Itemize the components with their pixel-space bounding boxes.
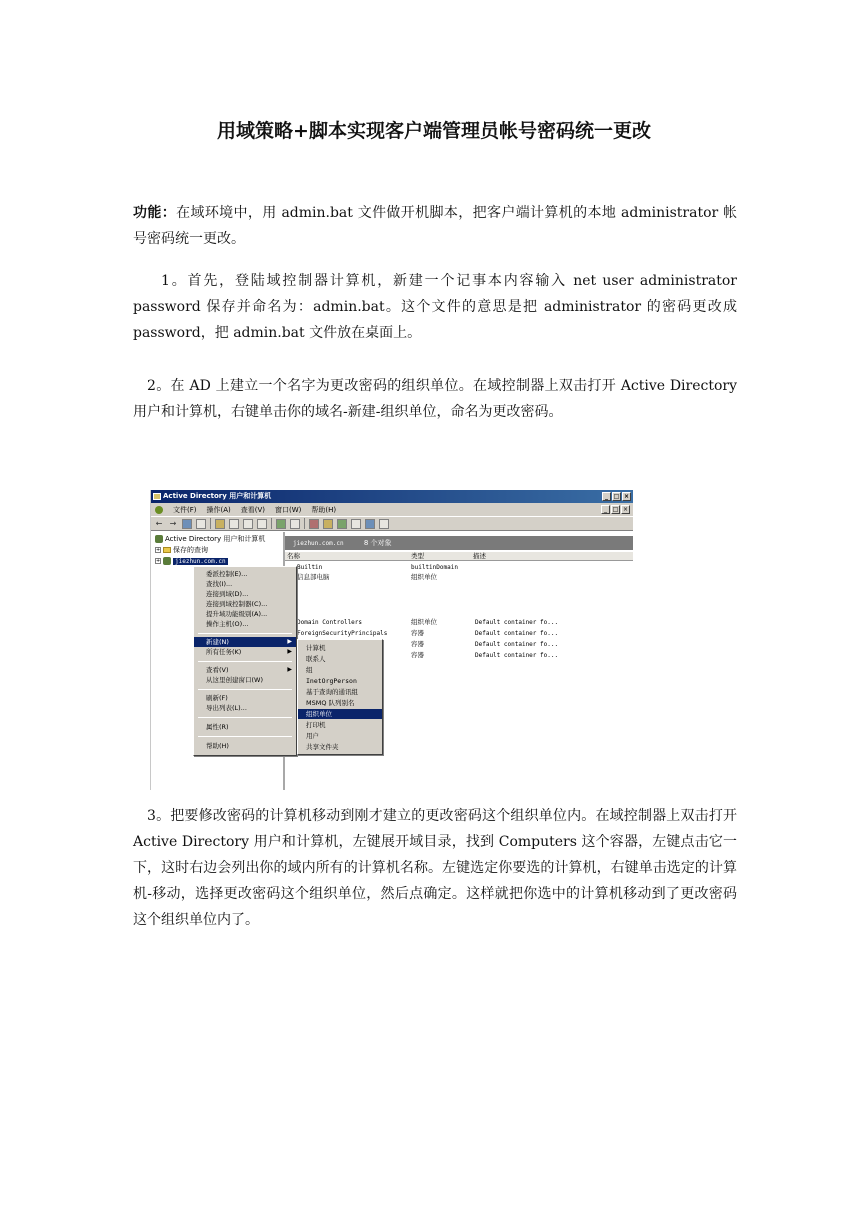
menu-help[interactable]: 帮助(H) — [311, 505, 337, 514]
menu-new-label: 新建(N) — [206, 638, 229, 646]
toolbar-separator — [271, 518, 272, 529]
submenu-arrow-icon: ▶ — [287, 638, 292, 645]
minimize-icon[interactable]: _ — [602, 492, 611, 501]
console-icon — [155, 506, 163, 514]
menu-operations-masters[interactable]: 操作主机(O)... — [206, 620, 249, 628]
list-item-name[interactable]: ForeignSecurityPrincipals — [297, 630, 388, 637]
add-to-group-icon[interactable] — [379, 519, 389, 529]
menu-all-tasks[interactable] — [194, 647, 296, 657]
console-help-icon[interactable] — [290, 519, 300, 529]
submenu-group[interactable]: 组 — [306, 666, 313, 674]
menu-separator — [198, 736, 292, 737]
new-ou-icon[interactable] — [337, 519, 347, 529]
step3-paragraph: 3。把要修改密码的计算机移动到刚才建立的更改密码这个组织单位内。在域控制器上双击打开 Active Directory 用户和计算机，左键展开域目录，找到 Computers 这个容器，左键点击它一下，这时右边会列出你的域内所有的计算机名称。左键选定你要选的计算机，右键单击选定的计算机-移动，选择更改密码这个组织单位，然后点确定。这样就把你选中的计算机移动到了更改密码这个组织单位内了。 — [133, 808, 737, 928]
submenu-ou[interactable]: 组织单位 — [298, 709, 382, 719]
menu-connect-dc[interactable]: 连接到域控制器(C)... — [206, 600, 268, 608]
toolbar — [151, 516, 633, 531]
list-item-desc: Default container fo... — [475, 630, 559, 637]
list-item-type: 容器 — [411, 651, 424, 659]
child-restore-icon[interactable]: □ — [612, 506, 619, 513]
menu-view[interactable]: 查看(V) — [240, 505, 266, 514]
list-item-desc: Default container fo... — [475, 641, 559, 648]
submenu-msmq-alias[interactable]: MSMQ 队列别名 — [306, 699, 355, 707]
submenu-query-group[interactable]: 基于查询的通讯组 — [306, 688, 358, 696]
function-paragraph — [133, 200, 737, 252]
menu-refresh[interactable]: 刷新(F) — [206, 694, 228, 702]
menu-delegate-control[interactable]: 委派控制(E)... — [206, 570, 248, 578]
submenu-contact[interactable]: 联系人 — [306, 655, 326, 663]
submenu-computer[interactable]: 计算机 — [306, 644, 326, 652]
expand-icon[interactable]: + — [156, 547, 161, 553]
list-item-name[interactable]: Domain Controllers — [297, 619, 363, 626]
properties-icon[interactable] — [229, 519, 239, 529]
menu-find[interactable]: 查找(I)... — [206, 580, 233, 588]
menu-view[interactable] — [194, 665, 296, 675]
results-header — [285, 536, 633, 550]
child-minimize-icon[interactable]: _ — [601, 505, 610, 514]
list-item-desc: Default container fo... — [475, 619, 559, 626]
list-item-name[interactable]: 信息部电脑 — [297, 573, 330, 581]
document-title: 用域策略+脚本实现客户端管理员帐号密码统一更改 — [217, 120, 651, 142]
list-item-type: 组织单位 — [411, 573, 437, 581]
function-text: 在域环境中，用 admin.bat 文件做开机脚本，把客户端计算机的本地 administrator 帐号密码统一更改。 — [133, 205, 738, 247]
menu-separator — [198, 633, 292, 634]
expand-icon[interactable]: + — [156, 558, 161, 564]
refresh-icon[interactable] — [243, 519, 253, 529]
submenu-user[interactable]: 用户 — [306, 732, 319, 740]
menu-separator — [198, 689, 292, 690]
submenu-inetorgperson[interactable]: InetOrgPerson — [306, 677, 357, 685]
menu-action[interactable]: 操作(A) — [206, 505, 231, 514]
forward-arrow-icon[interactable]: → — [169, 518, 177, 528]
child-close-icon[interactable]: × — [622, 506, 629, 513]
domain-icon — [163, 557, 171, 565]
menu-window[interactable]: 窗口(W) — [275, 505, 302, 514]
tree-domain-label: jiezhun.com.cn — [175, 557, 226, 565]
up-folder-icon[interactable] — [182, 519, 192, 529]
new-user-icon[interactable] — [309, 519, 319, 529]
menu-connect-domain[interactable]: 连接到域(D)... — [206, 590, 249, 598]
list-item-type: 容器 — [411, 629, 424, 637]
submenu-printer[interactable]: 打印机 — [306, 721, 326, 729]
column-type[interactable]: 类型 — [411, 552, 424, 560]
tree-saved-queries-label: 保存的查询 — [173, 546, 208, 554]
step2-paragraph: 2。在 AD 上建立一个名字为更改密码的组织单位。在域控制器上双击打开 Active Directory 用户和计算机，右键单击你的域名-新建-组织单位，命名为更改密码。 — [133, 378, 737, 420]
menu-all-tasks-label: 所有任务(K) — [206, 648, 242, 656]
submenu-shared-folder[interactable]: 共享文件夹 — [306, 743, 339, 751]
menu-file[interactable]: 文件(F) — [173, 505, 197, 514]
menu-new[interactable] — [194, 637, 296, 647]
folder-icon — [163, 547, 171, 553]
new-group-icon[interactable] — [323, 519, 333, 529]
help-icon[interactable] — [276, 519, 286, 529]
window-title: Active Directory 用户和计算机 — [163, 492, 272, 500]
list-item-type: builtinDomain — [411, 564, 458, 571]
submenu-arrow-icon: ▶ — [287, 666, 292, 673]
step1-paragraph: 1。首先，登陆域控制器计算机，新建一个记事本内容输入 net user administrator password 保存并命名为：admin.bat。这个文件的意思是把 administrator 的密码更改成 password，把 admin.bat 文件放在桌面上。 — [133, 273, 737, 341]
submenu-arrow-icon: ▶ — [287, 648, 292, 655]
menu-separator — [198, 661, 292, 662]
ad-root-icon — [155, 535, 163, 543]
menu-separator — [198, 717, 292, 718]
show-tree-icon[interactable] — [196, 519, 206, 529]
list-item-desc: Default container fo... — [475, 652, 559, 659]
menu-view-label: 查看(V) — [206, 666, 229, 674]
menu-help[interactable]: 帮助(H) — [206, 742, 229, 750]
column-header — [285, 552, 633, 561]
tree-root[interactable] — [155, 534, 265, 544]
find-icon[interactable] — [365, 519, 375, 529]
list-item-type: 容器 — [411, 640, 424, 648]
ad-screenshot — [150, 490, 633, 790]
list-item-type: 组织单位 — [411, 618, 437, 626]
toolbar-separator — [210, 518, 211, 529]
close-icon[interactable]: × — [623, 493, 630, 500]
menu-properties[interactable]: 属性(R) — [206, 723, 229, 731]
filter-icon[interactable] — [351, 519, 361, 529]
menu-bar — [151, 503, 633, 516]
new-submenu — [297, 639, 383, 755]
list-item-name[interactable]: Builtin — [297, 564, 323, 571]
tree-root-label: Active Directory 用户和计算机 — [165, 535, 266, 543]
delete-icon[interactable] — [215, 519, 225, 529]
function-label: 功能： — [133, 205, 177, 221]
menu-raise-level[interactable]: 提升域功能级别(A)... — [206, 610, 268, 618]
context-menu — [193, 566, 297, 756]
mmc-app-icon — [153, 493, 161, 500]
results-domain: jiezhun.com.cn — [293, 540, 344, 547]
window-titlebar — [151, 490, 633, 503]
toolbar-separator — [304, 518, 305, 529]
column-description[interactable]: 描述 — [473, 552, 486, 560]
column-name[interactable]: 名称 — [287, 552, 300, 560]
menu-export-list[interactable]: 导出列表(L)... — [206, 704, 247, 712]
tree-saved-queries[interactable] — [155, 545, 208, 555]
back-arrow-icon[interactable]: ← — [155, 518, 163, 528]
menu-new-window[interactable]: 从这里创建窗口(W) — [206, 676, 263, 684]
results-count: 8 个对象 — [363, 539, 392, 547]
maximize-icon[interactable]: □ — [613, 493, 620, 500]
export-icon[interactable] — [257, 519, 267, 529]
tree-domain[interactable] — [155, 556, 228, 566]
